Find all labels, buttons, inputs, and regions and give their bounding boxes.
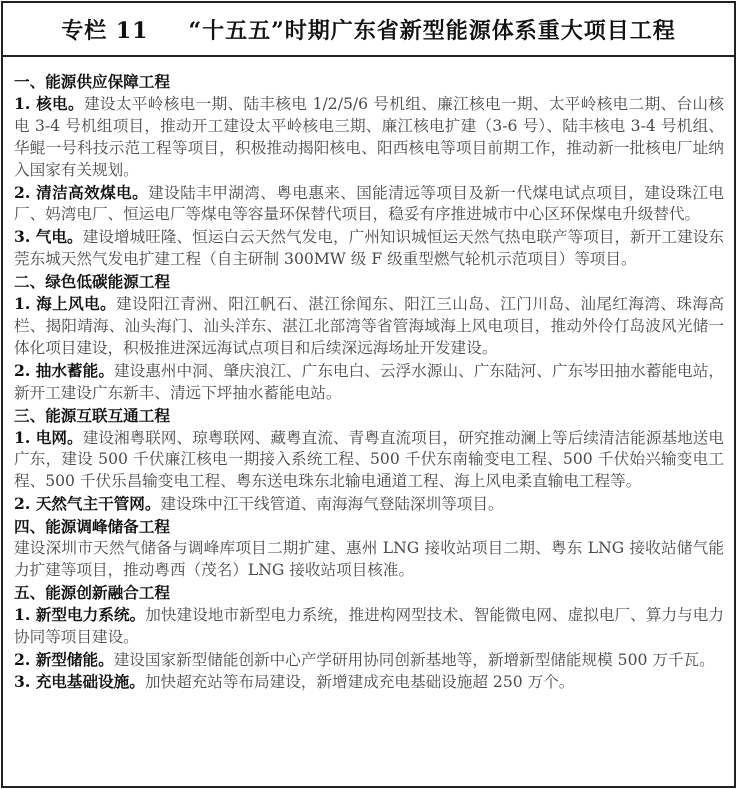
project-item-text: 建设陆丰甲湖湾、粤电惠来、国能清远等项目及新一代煤电试点项目，建设珠江电厂、妈湾电厂、恒运电厂等煤电等容量环保替代项目，稳妥有序推进城市中心区环保煤电升级替代。	[14, 183, 724, 224]
project-item-text: 加快建设地市新型电力系统，推进构网型技术、智能微电网、虚拟电厂、算力与电力协同等项目建设。	[14, 605, 724, 646]
project-item-text: 建设珠中江干线管道、南海海气登陆深圳等项目。	[160, 495, 504, 514]
box-title-text: “十五五”时期广东省新型能源体系重大项目工程	[188, 17, 676, 44]
project-item	[14, 293, 724, 360]
project-item-text: 建设阳江青洲、阳江帆石、湛江徐闻东、阳江三山岛、江门川岛、汕尾红海湾、珠海高栏、揭阳靖海、汕头海门、汕头洋东、湛江北部湾等省管海域海上风电项目，推动外伶仃岛波风光储一体化项目建设，积极推进深远海试点项目和后续深远海场址开发建设。	[14, 295, 724, 357]
project-item-label: 1. 新型电力系统。	[14, 604, 146, 624]
project-item-label: 1. 核电。	[14, 93, 84, 113]
section-heading: 三、能源互联互通工程	[14, 405, 170, 425]
project-item-text: 建设太平岭核电一期、陆丰核电 1/2/5/6 号机组、廉江核电一期、太平岭核电二期、台山核电 3-4 号机组项目，推动开工建设太平岭核电三期、廉江核电扩建（3-6 号）、陆丰核电 3-4 号机组、华鲲一号科技示范工程等项目，积极推动揭阳核电、阳西核电等项目前期工作，推动新一批核电厂址纳入国家有关规划。	[14, 94, 724, 179]
project-item-text: 建设惠州中洞、肇庆浪江、广东电白、云浮水源山、广东陆河、广东岑田抽水蓄能电站，新开工建设广东新丰、清远下坪抽水蓄能电站。	[14, 361, 724, 402]
section-heading: 二、绿色低碳能源工程	[14, 272, 170, 292]
project-item	[14, 93, 724, 182]
project-item	[14, 360, 724, 405]
project-item-text: 建设深圳市天然气储备与调峰库项目二期扩建、惠州 LNG 接收站项目二期、粤东 LNG 接收站储气能力扩建等项目，推动粤西（茂名）LNG 接收站项目核准。	[14, 539, 724, 579]
project-item-text: 建设增城旺隆、恒运白云天然气发电，广州知识城恒运天然气热电联产等项目，新开工建设东莞东城天然气发电扩建工程（自主研制 300MW 级 F 级重型燃气轮机示范项目）等项目。	[14, 228, 724, 269]
project-item	[14, 604, 724, 649]
project-item	[14, 226, 724, 271]
project-item-label: 1. 海上风电。	[14, 294, 117, 314]
box-number: 专栏 11	[61, 17, 149, 44]
project-item	[14, 182, 724, 227]
project-item-label: 1. 电网。	[14, 427, 83, 447]
section-heading: 四、能源调峰储备工程	[14, 517, 170, 537]
project-box	[1, 1, 736, 788]
project-item	[14, 538, 724, 582]
project-item-label: 2. 抽水蓄能。	[14, 360, 114, 380]
project-item-text: 建设湘粤联网、琼粤联网、藏粤直流、青粤直流项目，研究推动澜上等后续清洁能源基地送电广东，建设 500 千伏廉江核电一期接入系统工程、500 千伏东南输变电工程、500 千伏始兴输变电工程、500 千伏乐昌输变电工程、粤东送电珠东北输电通道工程、海上风电柔直输电工程等。	[14, 428, 724, 491]
project-item-label: 3. 充电基础设施。	[14, 672, 145, 692]
project-item	[14, 493, 724, 516]
project-item	[14, 649, 724, 672]
box-content	[3, 57, 734, 694]
section-heading: 一、能源供应保障工程	[14, 72, 170, 91]
project-item	[14, 671, 724, 694]
section-heading: 五、能源创新融合工程	[14, 582, 170, 602]
project-item-label: 2. 清洁高效煤电。	[14, 182, 149, 202]
project-item-label: 2. 天然气主干管网。	[14, 494, 161, 514]
project-item-text: 建设国家新型储能创新中心产学研用协同创新基地等，新增新型储能规模 500 万千瓦。	[113, 650, 715, 669]
project-item-text: 加快超充站等布局建设，新增建成充电基础设施超 250 万个。	[144, 673, 575, 692]
project-item-label: 3. 气电。	[14, 227, 83, 247]
box-title	[3, 3, 734, 57]
project-item	[14, 427, 724, 494]
project-item-label: 2. 新型储能。	[14, 649, 114, 669]
